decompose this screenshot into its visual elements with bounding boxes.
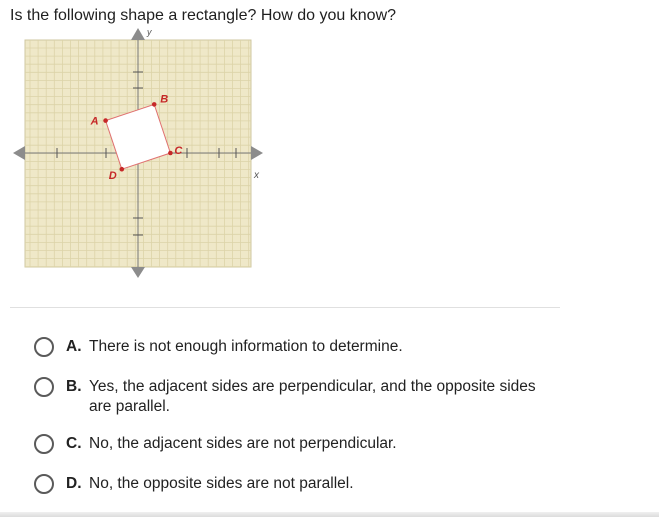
coordinate-graph	[0, 0, 280, 285]
point-c	[168, 151, 173, 156]
choice-letter: C.	[66, 435, 82, 452]
choice-text: No, the adjacent sides are not perpendicular.	[89, 435, 397, 452]
radio-button-c[interactable]	[34, 434, 54, 454]
question-text: Is the following shape a rectangle? How do you know?	[10, 7, 397, 24]
radio-button-a[interactable]	[34, 337, 54, 357]
x-axis-arrow-left	[13, 146, 25, 160]
point-label-d: D	[108, 170, 117, 183]
radio-button-b[interactable]	[34, 377, 54, 397]
radio-button-d[interactable]	[34, 474, 54, 494]
x-axis-arrow-right	[251, 146, 263, 160]
point-label-c: C	[174, 145, 183, 157]
x-axis-label: x	[254, 170, 259, 181]
y-axis-arrow-down	[131, 267, 145, 278]
choice-letter: D.	[66, 475, 82, 492]
point-b	[152, 102, 157, 107]
point-d	[120, 167, 125, 172]
point-a	[103, 118, 108, 123]
choice-text: Yes, the adjacent sides are perpendicular, and the opposite sides are parallel.	[89, 378, 536, 415]
divider	[10, 307, 560, 308]
y-axis-label: y	[147, 27, 152, 37]
choice-letter: A.	[66, 338, 82, 355]
point-label-a: A	[90, 115, 99, 128]
choice-letter: B.	[66, 378, 82, 395]
point-label-b: B	[160, 93, 169, 106]
choice-text: No, the opposite sides are not parallel.	[89, 475, 354, 492]
choice-text: There is not enough information to determine.	[89, 338, 403, 355]
y-axis-arrow-up	[131, 28, 145, 40]
bottom-bar	[0, 512, 659, 517]
